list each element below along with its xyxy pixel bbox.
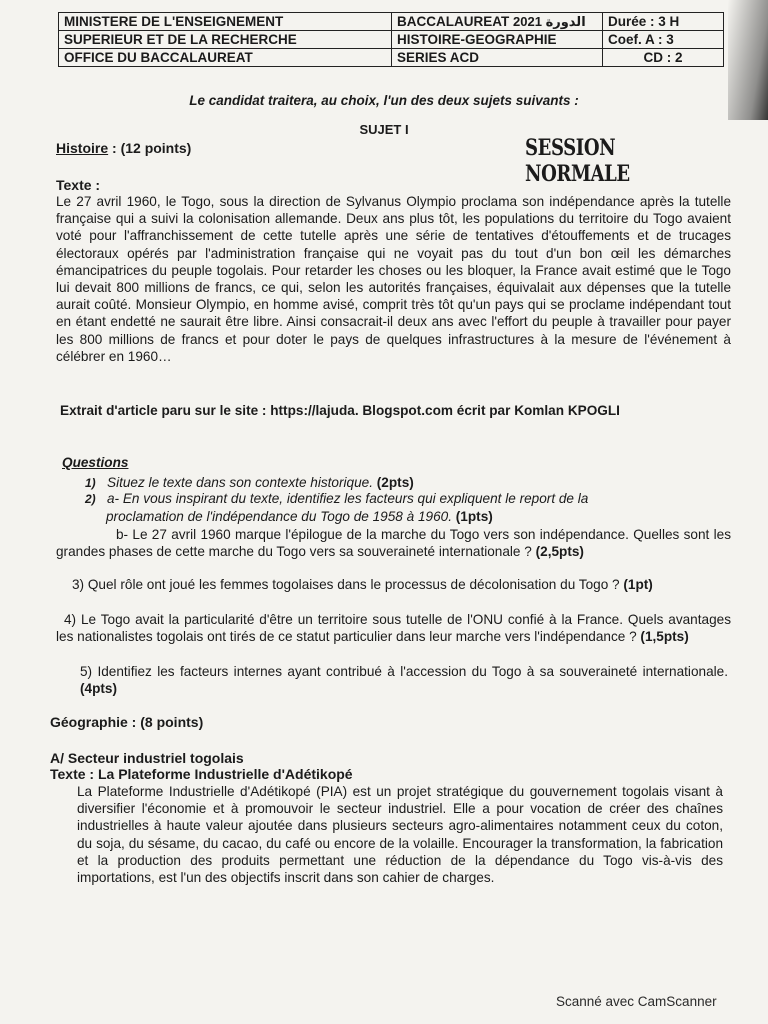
q5-points: (4pts) — [80, 681, 118, 697]
text-source: Extrait d'article paru sur le site : https://lajuda. Blogspot.com écrit par Komlan KPOGLI — [60, 403, 620, 418]
texte-label: Texte : — [56, 177, 101, 193]
history-points: : (12 points) — [108, 140, 192, 156]
sujet-title: SUJET I — [359, 122, 409, 137]
q2a-continuation: proclamation de l'indépendance du Togo de 1958 à 1960. — [106, 509, 452, 525]
subject: HISTOIRE-GEOGRAPHIE — [392, 31, 603, 49]
q5-text: 5) Identifiez les facteurs internes ayant contribué à l'accession du Togo à sa souveraineté internationale. — [80, 664, 728, 679]
q2a-text: a- En vous inspirant du texte, identifiez les facteurs qui expliquent le report de la — [107, 491, 589, 506]
question-2b — [56, 526, 731, 560]
q1-points: (2pts) — [373, 475, 414, 490]
geography-texte-title: Texte : La Plateforme Industrielle d'Adétikopé — [50, 766, 353, 782]
q1-text: Situez le texte dans son contexte historique. — [107, 475, 373, 490]
section-a-title: A/ Secteur industriel togolais — [50, 750, 244, 766]
question-4 — [56, 611, 731, 645]
session-stamp: SESSION NORMALE — [525, 135, 630, 187]
question-3 — [56, 576, 731, 593]
q2-number: 2) — [85, 492, 96, 506]
geography-heading: Géographie : (8 points) — [50, 714, 204, 730]
questions-title: Questions — [62, 455, 129, 470]
q2b-text: b- Le 27 avril 1960 marque l'épilogue de la marche du Togo vers son indépendance. Quelles sont les grandes phases de cette marche du Togo vers sa souveraineté internationale ? — [56, 527, 731, 560]
q4-points: (1,5pts) — [636, 629, 689, 645]
ministry-line1: MINISTERE DE L'ENSEIGNEMENT — [59, 13, 392, 31]
question-2a — [85, 490, 730, 525]
geography-text: La Plateforme Industrielle d'Adétikopé (PIA) est un projet stratégique du gouvernement togolais visant à diversifier l'économie et à promouvoir le secteur industriel. Elle a pour vocation de créer des chaînes industrielles à haute valeur ajoutée dans plusieurs secteurs agro-alimentaires notamment ceux du coton, du soja, du sésame, du cacao, du café ou encore de la volaille. Encourager la transformation, la fabrication et la production des produits permettant une réduction de la dépendance du Togo vis-à-vis des importations, est l'un des objectifs inscrit dans son cahier de charges. — [77, 784, 723, 886]
q4-text: 4) Le Togo avait la particularité d'être un territoire sous tutelle de l'ONU confié à la France. Quels avantages les nationalistes togolais ont tirés de ce statut particulier dans leur marche vers l'indépendance ? — [56, 612, 731, 645]
series: SERIES ACD — [392, 49, 603, 67]
exam-header-table — [58, 12, 724, 67]
q3-points: (1pt) — [619, 577, 653, 592]
q2a-points: (1pts) — [452, 509, 493, 525]
coefficient: Coef. A : 3 — [603, 31, 724, 49]
camscanner-watermark: Scanné avec CamScanner — [556, 994, 717, 1009]
instructions: Le candidat traitera, au choix, l'un des deux sujets suivants : — [189, 93, 579, 108]
history-title: Histoire — [56, 140, 109, 156]
q3-text: 3) Quel rôle ont joué les femmes togolaises dans le processus de décolonisation du Togo ? — [72, 577, 620, 592]
q2b-points: (2,5pts) — [531, 544, 584, 560]
question-5 — [80, 663, 728, 697]
q1-number: 1) — [85, 476, 96, 490]
exam-cell — [392, 13, 603, 31]
duration: Durée : 3 H — [603, 13, 724, 31]
exam-name: BACCALAUREAT — [397, 13, 510, 29]
ministry-line2: SUPERIEUR ET DE LA RECHERCHE — [59, 31, 392, 49]
office: OFFICE DU BACCALAUREAT — [59, 49, 392, 67]
cd: CD : 2 — [603, 49, 724, 67]
history-text: Le 27 avril 1960, le Togo, sous la direction de Sylvanus Olympio proclama son indépendance après la tutelle française qui a suivi la colonisation allemande. Deux ans plus tôt, les populations du territoire du Togo avaient voté pour l'affranchissement de cette tutelle après une série de tentatives d'étouffements et de trucages électoraux opérés par l'administration française qui ne voyait pas du tout d'un bon œil les démarches émancipatrices du peuple togolais. Pour retarder les choses ou les bloquer, la France avait estimé que le Togo lui devait 800 millions de francs, ce qui, selon les autorités françaises, équivalait aux dépenses que la tutelle aurait coûté. Monsieur Olympio, en homme avisé, comprit très tôt qu'un pays qui se proclame indépendant tout en étant endetté ne saurait être libre. Ainsi consacrait-il deux ans avec l'effort du peuple à travailler pour payer les 800 millions de francs et pour doter le pays de quelques infrastructures à la mesure de l'événement à célébrer en 1960… — [56, 194, 731, 364]
exam-arabic-session: 2021 الدورة — [513, 13, 586, 29]
history-heading — [56, 140, 191, 156]
